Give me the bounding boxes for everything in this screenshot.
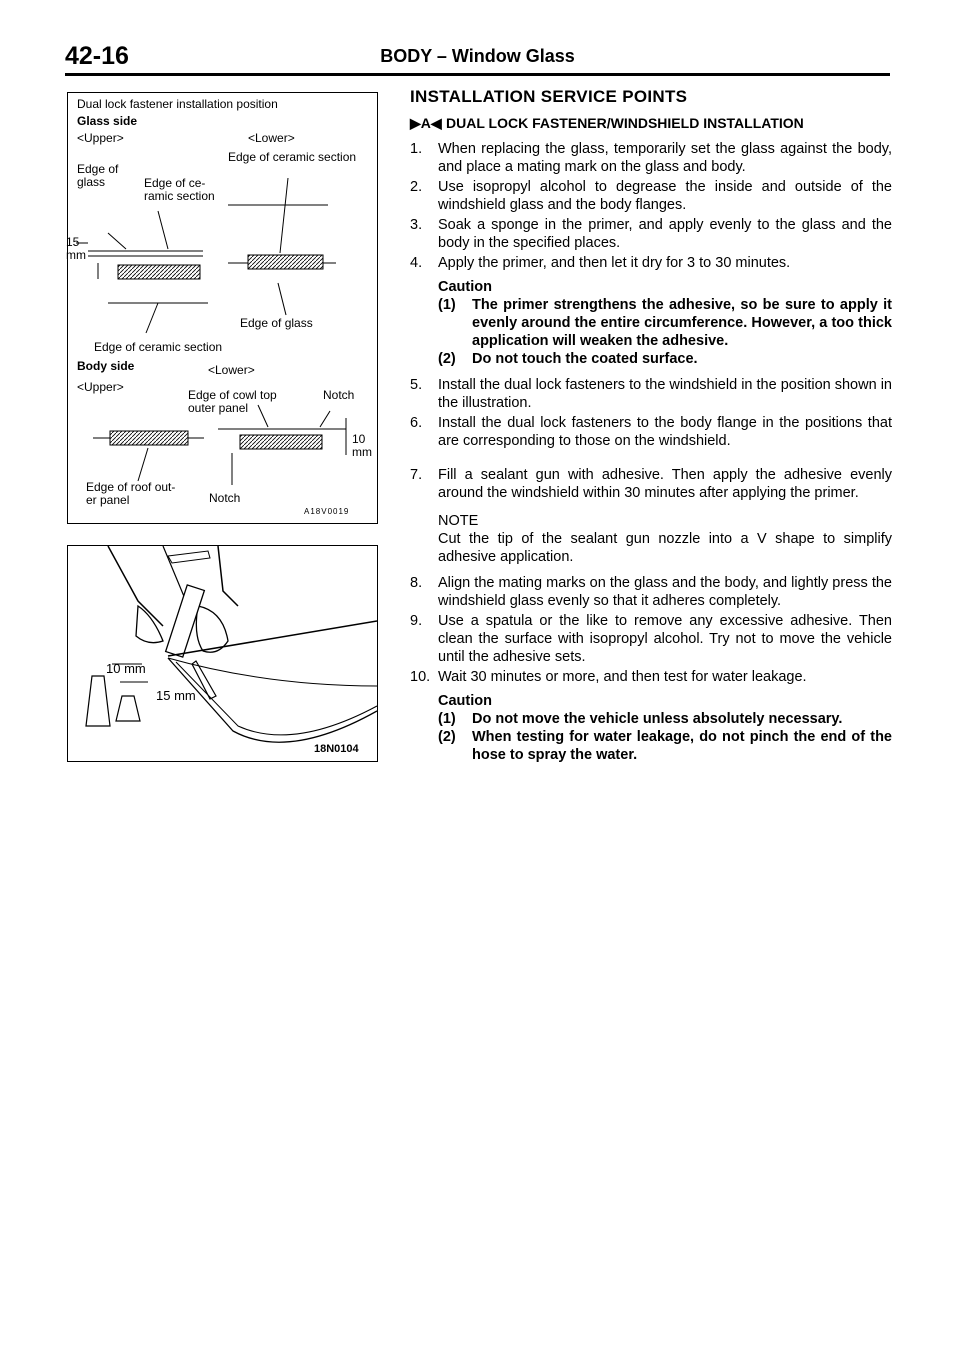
edge-cowl-label: Edge of cowl top outer panel (188, 388, 277, 415)
figure-title: Dual lock fastener installation position (77, 97, 278, 111)
section-title: BODY – Window Glass (380, 46, 575, 66)
edge-ceramic-label: Edge of ceramic section (228, 150, 357, 164)
lower-label: <Lower> (208, 363, 255, 377)
notch-label: Notch (209, 491, 241, 505)
header-rule (65, 73, 890, 76)
steps-list-3 (410, 574, 892, 686)
caution-label: Caution (438, 693, 492, 709)
list-item: 2. Use isopropyl alcohol to degrease the inside and outside of the windshield glass and the body flanges. (410, 179, 892, 213)
list-item: 3. Soak a sponge in the primer, and apply evenly to the glass and the body in the specified places. (410, 217, 892, 251)
lower-label: <Lower> (248, 131, 295, 145)
steps-list-2 (410, 376, 892, 450)
sealant-gun-figure (67, 545, 378, 762)
steps-list-1 (410, 140, 892, 272)
sealant-gun-illustration (68, 546, 377, 761)
reference-marker: ▶A◀ (410, 115, 442, 131)
edge-glass-label: Edge of glass (77, 162, 119, 189)
note-label: NOTE (438, 513, 479, 529)
dimension-label: 10 mm (106, 661, 146, 676)
edge-roof-label: Edge of roof out- er panel (86, 480, 176, 507)
dimension-label: 15 mm (66, 235, 86, 262)
list-item: 1. When replacing the glass, temporarily set the glass against the body, and place a mating mark on the glass and body. (410, 141, 892, 175)
glass-side-label: Glass side (77, 114, 138, 128)
edge-ceramic-label: Edge of ce- ramic section (144, 176, 215, 203)
notch-label: Notch (323, 388, 355, 402)
edge-ceramic-label: Edge of ceramic section (94, 340, 223, 354)
caution-item: (2) Do not touch the coated surface. (438, 351, 698, 367)
list-item: 9. Use a spatula or the like to remove any excessive adhesive. Then clean the surface with isopropyl alcohol. Try not to move the vehicle until the adhesive sets. (410, 613, 892, 665)
figure-id: 18N0104 (314, 743, 359, 755)
page-number: 42-16 (65, 42, 129, 70)
edge-glass-label: Edge of glass (240, 316, 313, 330)
upper-label: <Upper> (77, 380, 124, 394)
list-item: 10. Wait 30 minutes or more, and then test for water leakage. (410, 669, 807, 685)
figure-id: A18V0019 (304, 507, 350, 516)
fastener-position-figure (67, 92, 378, 524)
dimension-label: 10 mm (352, 432, 372, 459)
subheading (410, 114, 892, 132)
body-side-label: Body side (77, 359, 135, 373)
list-item: 5. Install the dual lock fasteners to the windshield in the position shown in the illustration. (410, 377, 892, 411)
caution-item: (1) Do not move the vehicle unless absolutely necessary. (438, 711, 843, 727)
instructions-column (410, 88, 892, 764)
list-item: 6. Install the dual lock fasteners to the body flange in the positions that are corresponding to those on the windshield. (410, 415, 892, 449)
caution-item: (2) When testing for water leakage, do not pinch the end of the hose to spray the water. (438, 729, 892, 763)
upper-label: <Upper> (77, 131, 124, 145)
list-item: 4. Apply the primer, and then let it dry for 3 to 30 minutes. (410, 255, 791, 271)
caution-label: Caution (438, 279, 492, 295)
caution-item: (1) The primer strengthens the adhesive, so be sure to apply it evenly around the entire circumference. However, a too thick application will weaken the adhesive. (438, 297, 892, 349)
subheading-text: DUAL LOCK FASTENER/WINDSHIELD INSTALLATION (446, 115, 804, 131)
section-heading: INSTALLATION SERVICE POINTS (410, 87, 688, 106)
note-text: Cut the tip of the sealant gun nozzle into a V shape to simplify adhesive application. (438, 531, 892, 565)
list-item: 8. Align the mating marks on the glass and the body, and lightly press the windshield glass evenly so that it adheres completely. (410, 575, 892, 609)
list-item: 7. Fill a sealant gun with adhesive. Then apply the adhesive evenly around the windshield within 30 minutes after applying the primer. (410, 467, 892, 501)
dimension-label: 15 mm (156, 688, 196, 703)
page-header (65, 40, 890, 76)
